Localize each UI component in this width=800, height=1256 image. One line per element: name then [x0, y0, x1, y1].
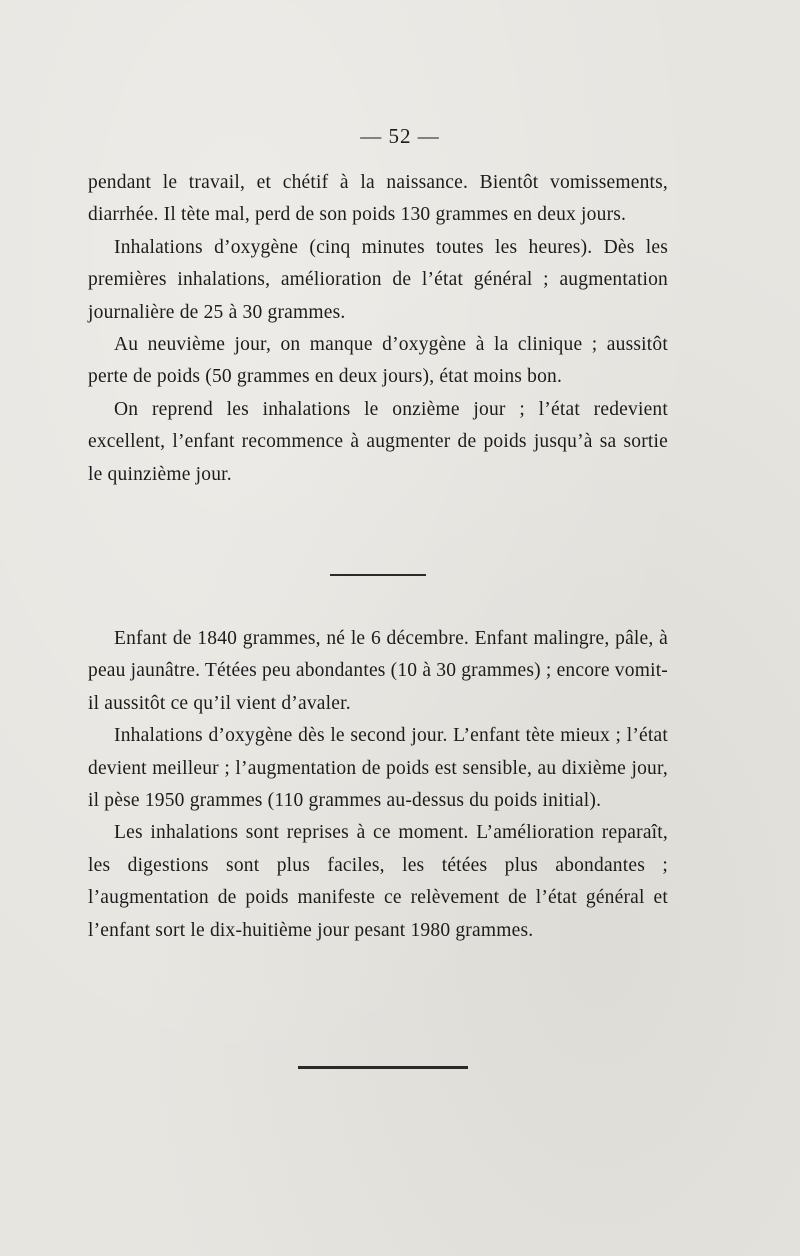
- paragraph: On reprend les inhalations le onzième jour ; l’état redevient excellent, l’enfant recommence à augmenter de poids jusqu’à sa sortie le quinzième jour.: [88, 398, 668, 485]
- paragraph: Au neuvième jour, on manque d’oxygène à la clinique ; aussitôt perte de poids (50 grammes en deux jours), état moins bon.: [88, 334, 668, 388]
- case-report-continued: [88, 167, 668, 491]
- paragraph: Inhalations d’oxygène (cinq minutes toutes les heures). Dès les premières inhalations, amélioration de l’état général ; augmentation journalière de 25 à 30 grammes.: [88, 236, 668, 323]
- paragraph: Enfant de 1840 grammes, né le 6 décembre. Enfant malingre, pâle, à peau jaunâtre. Tétées peu abondantes (10 à 30 grammes) ; encore vomit-il aussitôt ce qu’il vient d’avaler.: [88, 628, 669, 714]
- paragraph: Les inhalations sont reprises à ce moment. L’amélioration reparaît, les digestions sont plus faciles, les tétées plus abondantes ; l’augmentation de poids manifeste ce relèvement de l’état général et l’enfant sort le dix-huitième jour pesant 1980 grammes.: [88, 822, 668, 941]
- section-divider: [330, 574, 426, 576]
- case-report: [88, 623, 668, 947]
- section-divider: [298, 1066, 468, 1069]
- paragraph: Inhalations d’oxygène dès le second jour. L’enfant tète mieux ; l’état devient meilleur ; l’augmentation de poids est sensible, au dixième jour, il pèse 1950 grammes (110 grammes au-dessus du poids initial).: [88, 725, 668, 812]
- page-number: — 52 —: [360, 124, 440, 148]
- paragraph: pendant le travail, et chétif à la naissance. Bientôt vomissements, diarrhée. Il tète mal, perd de son poids 130 grammes en deux jours.: [88, 172, 668, 226]
